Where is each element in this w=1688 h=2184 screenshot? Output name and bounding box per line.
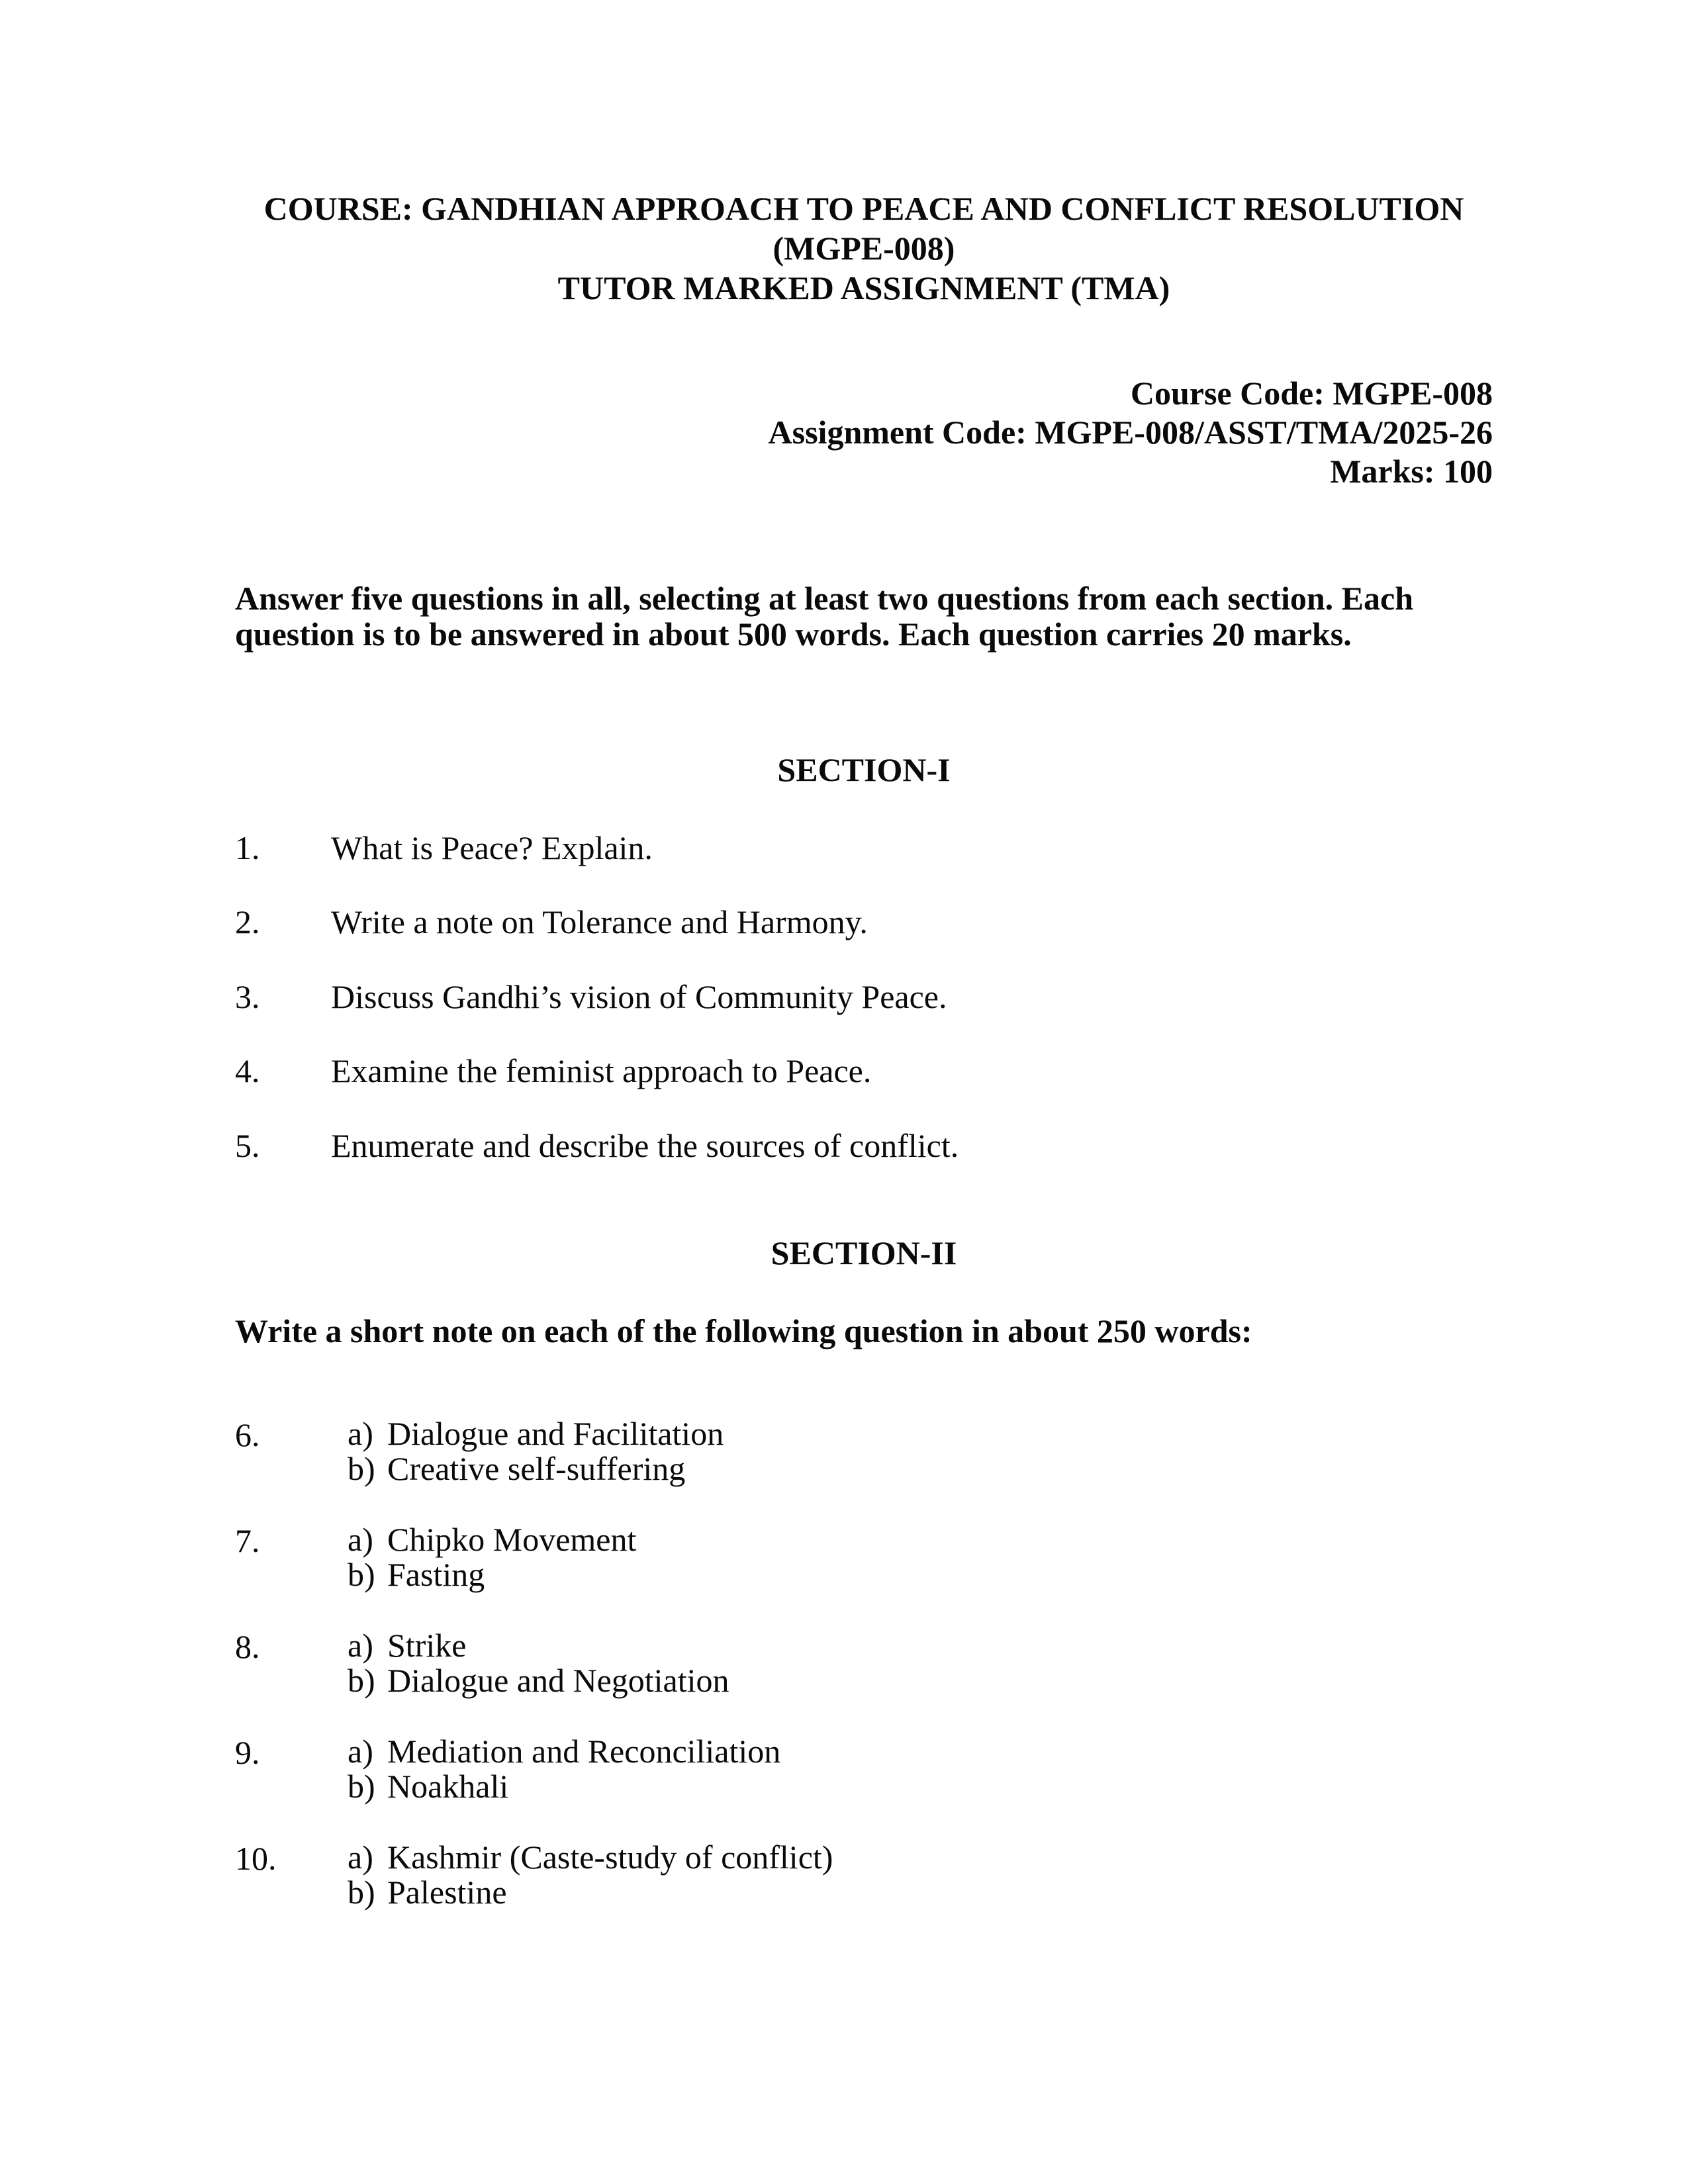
course-code: Course Code: MGPE-008 (1130, 375, 1493, 412)
subpart-label: b) (348, 1767, 375, 1805)
question-number: 7. (235, 1522, 260, 1559)
section2-instruction: Write a short note on each of the following question in about 250 words: (235, 1312, 1252, 1349)
question-number: 1. (235, 829, 260, 866)
assignment-code: Assignment Code: MGPE-008/ASST/TMA/2025-26 (768, 414, 1493, 451)
subpart-label: b) (348, 1661, 375, 1699)
section1-heading: SECTION-I (777, 751, 951, 788)
question-number: 6. (235, 1416, 260, 1453)
subpart-b (348, 1769, 780, 1804)
subpart-label: b) (348, 1873, 375, 1911)
marks: Marks: 100 (1330, 453, 1493, 490)
subpart-b (348, 1663, 729, 1698)
question-text: Examine the feminist approach to Peace. (331, 1052, 872, 1089)
question-row (235, 903, 1493, 942)
subpart-text: Kashmir (Caste-study of conflict) (387, 1839, 833, 1876)
question-row (235, 829, 1493, 868)
question-number: 5. (235, 1126, 260, 1164)
subpart-a (348, 1416, 724, 1451)
question-number: 8. (235, 1628, 260, 1665)
question-subparts (348, 1522, 636, 1592)
question-text: What is Peace? Explain. (331, 829, 653, 866)
question-text: Discuss Gandhi’s vision of Community Peace. (331, 978, 947, 1015)
question-number: 9. (235, 1734, 260, 1771)
subpart-text: Strike (387, 1627, 467, 1664)
subpart-label: a) (348, 1627, 373, 1664)
question-row (235, 1734, 1493, 1803)
subpart-text: Fasting (387, 1555, 485, 1593)
section1-question-list (235, 829, 1493, 1165)
question-subparts (348, 1628, 729, 1698)
subpart-label: a) (348, 1415, 373, 1452)
question-subparts (348, 1840, 833, 1909)
subpart-text: Dialogue and Negotiation (387, 1661, 729, 1699)
question-subparts (348, 1416, 724, 1486)
document-title (235, 189, 1493, 308)
subpart-label: a) (348, 1521, 373, 1558)
subpart-a (348, 1628, 729, 1663)
section2-question-list (235, 1416, 1493, 1909)
subpart-text: Mediation and Reconciliation (387, 1733, 781, 1770)
assignment-meta (235, 374, 1493, 491)
subpart-b (348, 1875, 833, 1910)
general-instructions: Answer five questions in all, selecting at least two questions from each section. Each question is to be answered in about 500 words. Each question carries 20 marks. (235, 580, 1414, 653)
subpart-label: b) (348, 1449, 375, 1487)
section2-heading: SECTION-II (771, 1234, 957, 1271)
subpart-label: a) (348, 1733, 373, 1770)
question-row (235, 1522, 1493, 1592)
subpart-b (348, 1451, 724, 1486)
subpart-text: Chipko Movement (387, 1521, 637, 1558)
question-number: 4. (235, 1052, 260, 1089)
subpart-label: b) (348, 1555, 375, 1593)
question-number: 2. (235, 903, 260, 940)
question-row (235, 1628, 1493, 1698)
question-subparts (348, 1734, 780, 1803)
question-number: 10. (235, 1840, 277, 1877)
subpart-text: Dialogue and Facilitation (387, 1415, 724, 1452)
subpart-text: Creative self-suffering (387, 1449, 686, 1487)
question-row (235, 1127, 1493, 1165)
question-row (235, 1840, 1493, 1909)
subpart-a (348, 1840, 833, 1875)
question-text: Enumerate and describe the sources of conflict. (331, 1126, 959, 1164)
question-text: Write a note on Tolerance and Harmony. (331, 903, 868, 940)
subpart-b (348, 1557, 636, 1592)
title-line-1: COURSE: GANDHIAN APPROACH TO PEACE AND CONFLICT RESOLUTION (MGPE-008) (263, 190, 1464, 267)
subpart-text: Palestine (387, 1873, 507, 1911)
title-line-2: TUTOR MARKED ASSIGNMENT (TMA) (557, 269, 1170, 306)
question-row (235, 1416, 1493, 1486)
question-number: 3. (235, 978, 260, 1015)
subpart-label: a) (348, 1839, 373, 1876)
subpart-a (348, 1734, 780, 1769)
subpart-a (348, 1522, 636, 1557)
subpart-text: Noakhali (387, 1767, 509, 1805)
question-row (235, 978, 1493, 1017)
question-row (235, 1052, 1493, 1091)
